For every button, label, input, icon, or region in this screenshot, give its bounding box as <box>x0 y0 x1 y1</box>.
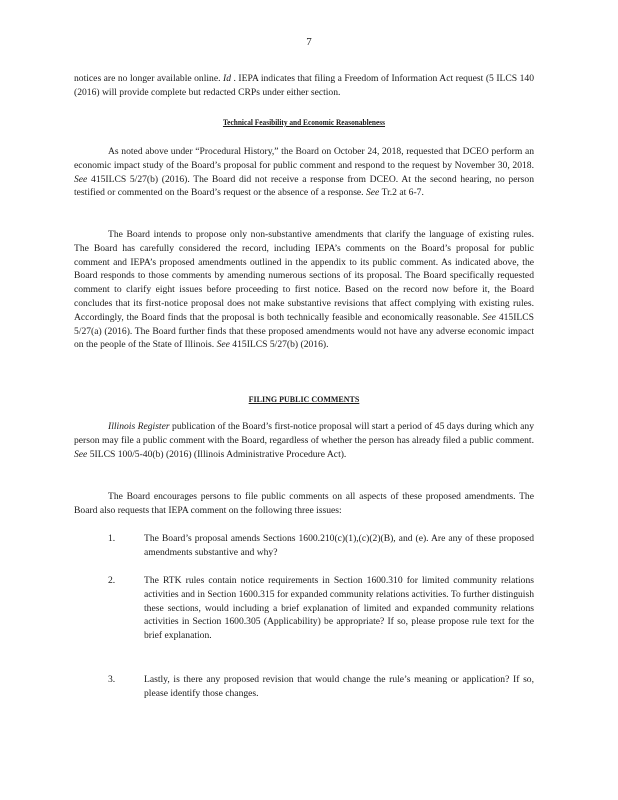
history-text-c: Tr.2 at 6-7. <box>381 187 424 199</box>
paragraph-illinois-register <box>74 420 534 461</box>
issue-number: 2. <box>108 575 116 586</box>
continuation-text-b: . IEPA indicates that filing a Freedom of Information Act request (5 ILCS 140 (2016) will provide complete but redacted CRPs under either section. <box>74 73 535 98</box>
intends-text-a: The Board intends to propose only non-substantive amendments that clarify the language of existing rules. The Board has carefully considered the record, including IEPA’s comments on the Board’s proposal for public comment and IEPA’s proposed amendments outlined in the appendix to its public comment. As indicated above, the Board responds to those comments by amending numerous sections of its proposal. The Board specifically requested comment to clarify eight issues before proceeding to first notice. Based on the record now before it, the Board concludes that its first-notice proposal does not make substantive revisions that affect complying with existing rules. Accordingly, the Board finds that the proposal is both technically feasible and economically reasonable. <box>74 229 534 323</box>
intends-text-c: 415ILCS 5/27(b) (2016). <box>232 339 329 351</box>
section-heading-technical: Technical Feasibility and Economic Reasonableness <box>222 118 386 127</box>
see-signal: See <box>366 187 380 199</box>
paragraph-board-intends <box>74 228 534 352</box>
page-number: 7 <box>306 36 312 48</box>
section-heading-filing: FILING PUBLIC COMMENTS <box>248 395 360 404</box>
see-signal: See <box>482 311 496 323</box>
issue-number: 1. <box>108 533 116 544</box>
paragraph-encourages: The Board encourages persons to file public comments on all aspects of these proposed amendments. The Board also requests that IEPA comment on the following three issues: <box>74 491 534 516</box>
paragraph-procedural-history <box>74 145 534 200</box>
history-text-b: 415ILCS 5/27(b) (2016). The Board did not receive a response from DCEO. At the second hearing, no person testified or commented on the Board’s request or the absence of a response. <box>74 173 534 199</box>
issue-text: The RTK rules contain notice requirements in Section 1600.310 for limited community relations activities and in Section 1600.315 for expanded community relations activities. To further distinguish these sections, would including a brief explanation of limited and expanded community relations activities in Section 1600.305 (Applicability) be appropriate? If so, please propose rule text for the brief explanation. <box>144 575 534 642</box>
intends-text-b: 415ILCS 5/27(a) (2016). The Board further finds that these proposed amendments would not have any adverse economic impact on the people of the State of Illinois. <box>74 311 534 351</box>
publication-name: Illinois Register <box>108 421 170 432</box>
issue-text: The Board’s proposal amends Sections 1600.210(c)(1),(c)(2)(B), and (e). Are any of these proposed amendments substantive and why? <box>144 533 534 558</box>
register-text-b: 5ILCS 100/5-40(b) (2016) (Illinois Administrative Procedure Act). <box>89 448 347 460</box>
issue-number: 3. <box>108 674 116 685</box>
citation-id: Id <box>223 73 232 84</box>
paragraph-continuation <box>74 72 534 100</box>
issue-text: Lastly, is there any proposed revision that would change the rule’s meaning or application? If so, please identify those changes. <box>144 674 534 699</box>
register-text-a: publication of the Board’s first-notice proposal will start a period of 45 days during which any person may file a public comment with the Board, regardless of whether the person has already filed a public comment. <box>74 421 534 446</box>
see-signal: See <box>74 173 88 185</box>
see-signal: See <box>74 448 88 460</box>
continuation-text-a: notices are no longer available online. <box>74 73 221 84</box>
see-signal: See <box>216 339 230 351</box>
history-text-a: As noted above under “Procedural History,” the Board on October 24, 2018, requested that DCEO perform an economic impact study of the Board’s proposal for public comment and respond to the request by November 30, 2018. <box>74 146 534 171</box>
